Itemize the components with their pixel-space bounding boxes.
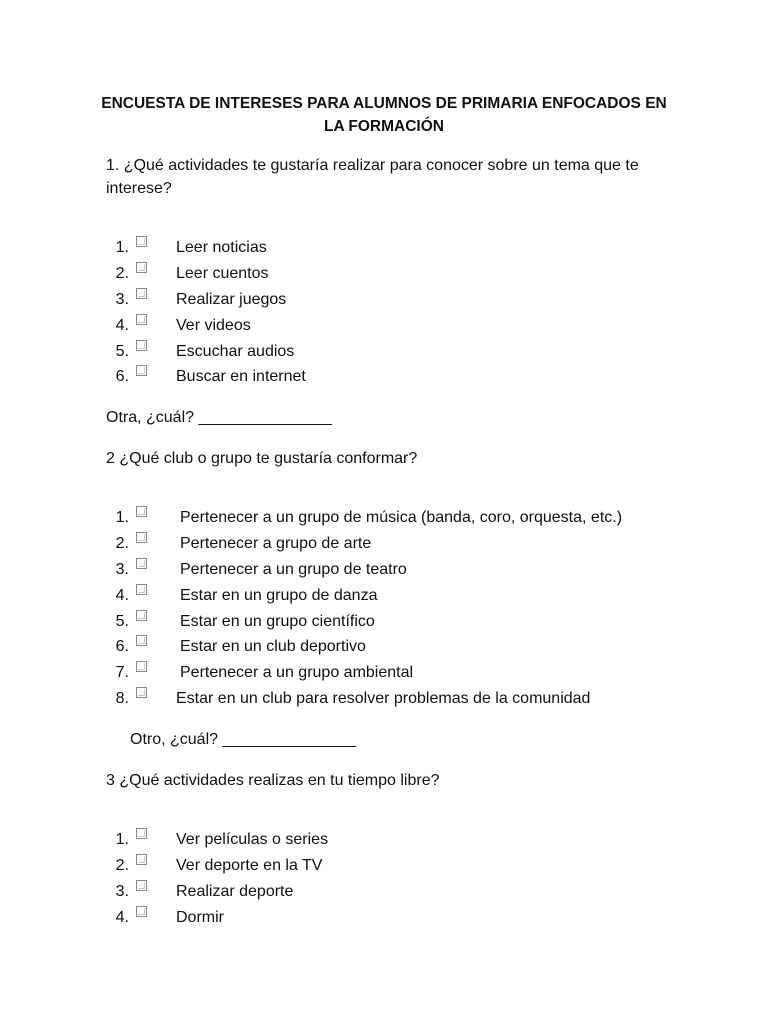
option-number: 1. [115,239,129,256]
checkbox-icon[interactable] [136,635,147,646]
option-label: Ver películas o series [176,831,329,848]
checkbox-icon[interactable] [136,584,147,595]
checkbox-icon[interactable] [136,365,147,376]
option-label: Estar en un club deportivo [180,638,366,656]
option-label: Realizar deporte [176,882,294,900]
question-2-text: 2 ¿Qué club o grupo te gustaría conformar? [106,450,418,467]
option-number: 1. [115,509,129,526]
question-1-other-field[interactable]: Otra, ¿cuál? _______________ [106,409,332,426]
checkbox-icon[interactable] [136,558,147,569]
question-2-other-field[interactable]: Otro, ¿cuál? _______________ [130,731,356,748]
option-label: Pertenecer a grupo de arte [180,534,372,552]
checkbox-icon[interactable] [136,854,147,865]
checkbox-icon[interactable] [136,532,147,543]
option-label: Estar en un grupo de danza [180,586,378,604]
option-number: 5. [115,342,129,360]
option-label: Leer cuentos [176,264,269,282]
checkbox-icon[interactable] [136,880,147,891]
option-label: Leer noticias [176,239,267,256]
option-number: 7. [115,664,129,682]
option-label: Estar en un club para resolver problemas de la comunidad [176,690,591,708]
option-number: 2. [115,856,129,874]
option-number: 4. [115,908,129,926]
option-label: Estar en un grupo científico [180,612,375,630]
option-number: 3. [115,882,129,900]
option-number: 6. [115,368,129,386]
option-label: Pertenecer a un grupo ambiental [180,664,414,682]
question-3-text: 3 ¿Qué actividades realizas en tu tiempo libre? [106,772,440,789]
checkbox-icon[interactable] [136,610,147,621]
checkbox-icon[interactable] [136,236,147,247]
option-number: 2. [115,264,129,282]
checkbox-icon[interactable] [136,906,147,917]
option-number: 4. [115,316,129,334]
option-label: Buscar en internet [176,368,306,386]
option-number: 3. [115,560,129,578]
option-number: 4. [115,586,129,604]
option-number: 6. [115,638,129,656]
option-label: Dormir [176,908,224,926]
option-label: Ver deporte en la TV [176,856,323,874]
checkbox-icon[interactable] [136,506,147,517]
option-number: 5. [115,612,129,630]
checkbox-icon[interactable] [136,288,147,299]
option-label: Ver videos [176,316,251,334]
document-title: ENCUESTA DE INTERESES PARA ALUMNOS DE PRIMARIA ENFOCADOS EN LA FORMACIÓN [101,95,667,135]
option-number: 8. [115,690,129,708]
option-label: Pertenecer a un grupo de música (banda, coro, orquesta, etc.) [180,509,623,526]
option-number: 1. [115,831,129,848]
question-1-text: 1. ¿Qué actividades te gustaría realizar para conocer sobre un tema que te interese? [106,157,639,197]
checkbox-icon[interactable] [136,661,147,672]
checkbox-icon[interactable] [136,340,147,351]
checkbox-icon[interactable] [136,262,147,273]
option-label: Pertenecer a un grupo de teatro [180,560,407,578]
option-number: 2. [115,534,129,552]
checkbox-icon[interactable] [136,828,147,839]
option-number: 3. [115,290,129,308]
checkbox-icon[interactable] [136,687,147,698]
option-label: Escuchar audios [176,342,295,360]
checkbox-icon[interactable] [136,314,147,325]
option-label: Realizar juegos [176,290,287,308]
